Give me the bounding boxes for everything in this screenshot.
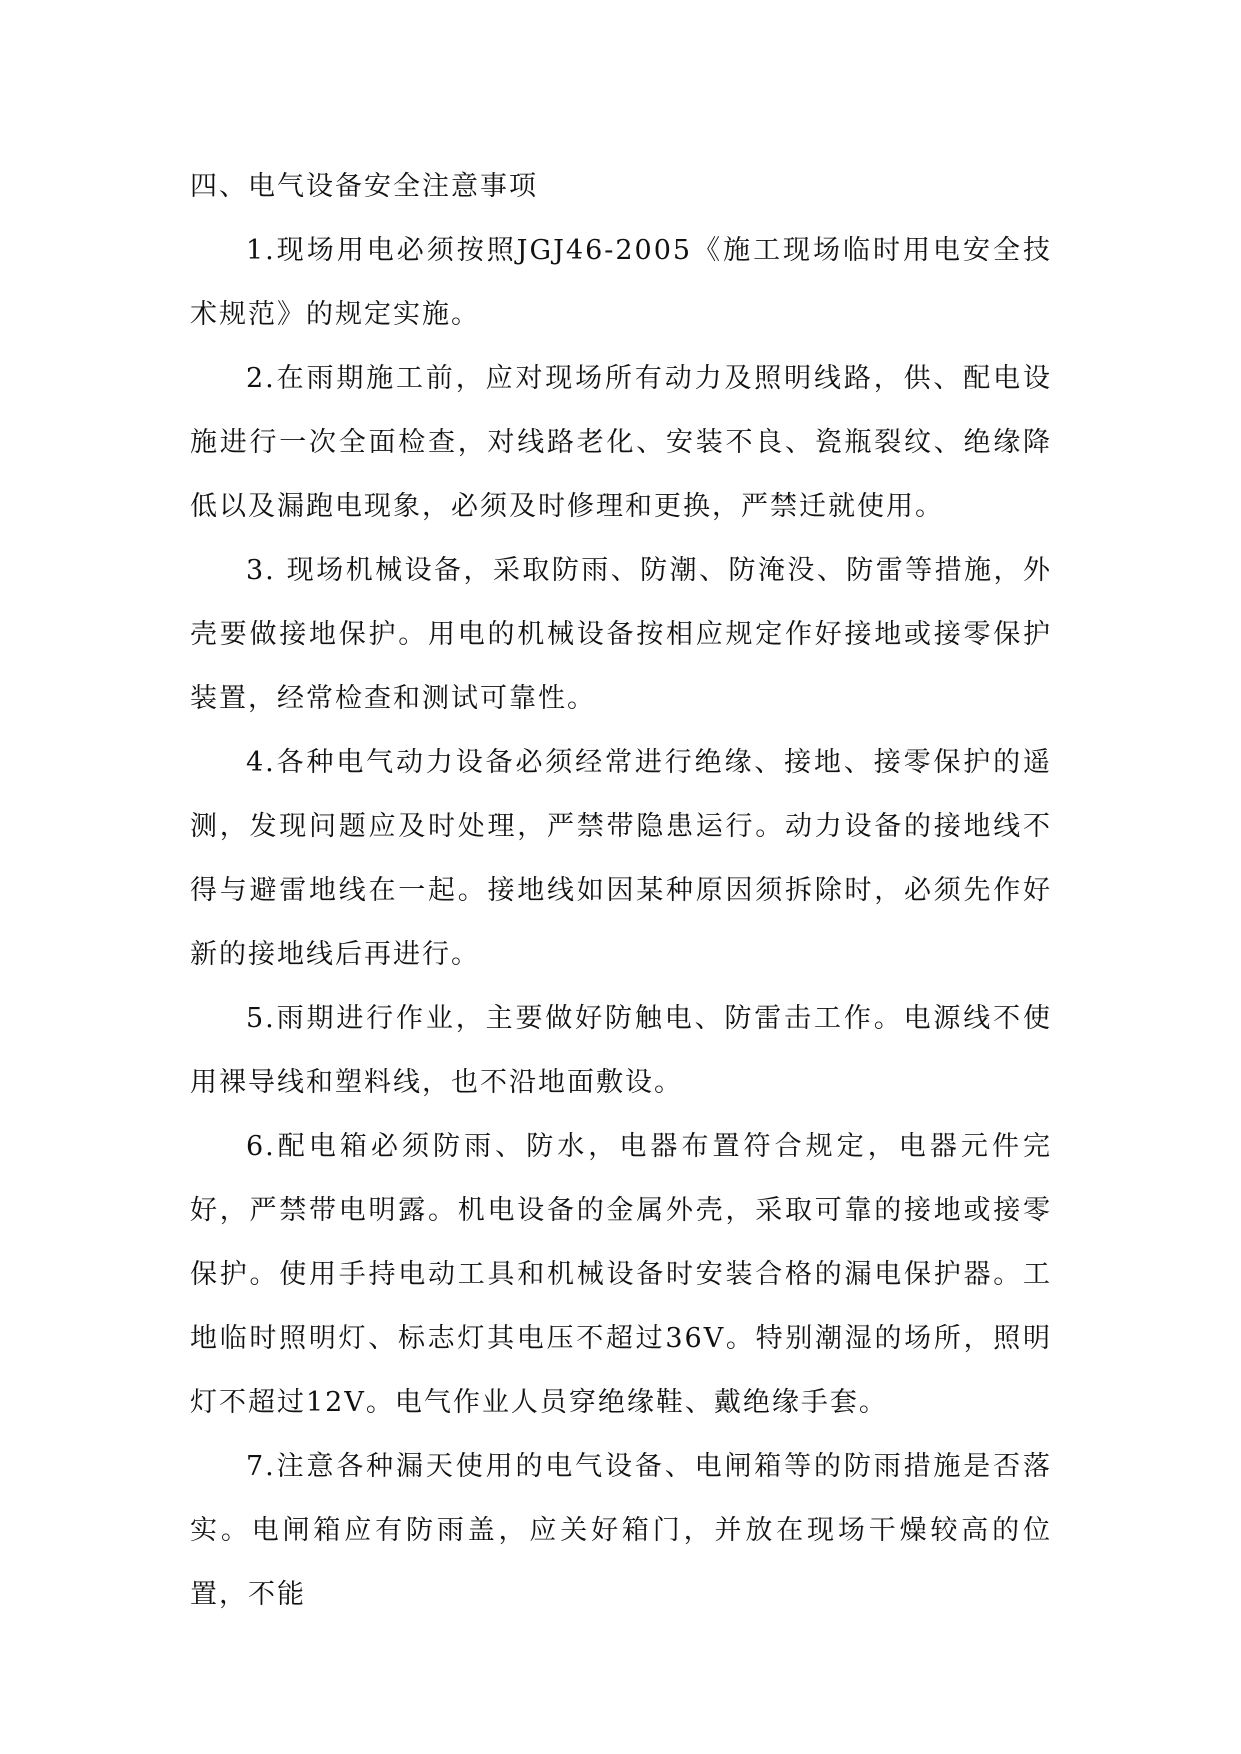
- paragraph-1: 1.现场用电必须按照JGJ46-2005《施工现场临时用电安全技术规范》的规定实施。: [190, 235, 1052, 330]
- paragraph-3: 3. 现场机械设备，采取防雨、防潮、防淹没、防雷等措施，外壳要做接地保护。用电的机械设备按相应规定作好接地或接零保护装置，经常检查和测试可靠性。: [190, 555, 1052, 714]
- paragraph-7: 7.注意各种漏天使用的电气设备、电闸箱等的防雨措施是否落实。电闸箱应有防雨盖，应关好箱门，并放在现场干燥较高的位置，不能: [190, 1451, 1052, 1610]
- document-body: [190, 155, 1052, 1627]
- section-heading: 四、电气设备安全注意事项: [190, 171, 538, 202]
- paragraph-2: 2.在雨期施工前，应对现场所有动力及照明线路，供、配电设施进行一次全面检查，对线路老化、安装不良、瓷瓶裂纹、绝缘降低以及漏跑电现象，必须及时修理和更换，严禁迁就使用。: [190, 363, 1052, 522]
- paragraph-5: 5.雨期进行作业，主要做好防触电、防雷击工作。电源线不使用裸导线和塑料线，也不沿地面敷设。: [190, 1003, 1052, 1098]
- paragraph-4: 4.各种电气动力设备必须经常进行绝缘、接地、接零保护的遥测，发现问题应及时处理，严禁带隐患运行。动力设备的接地线不得与避雷地线在一起。接地线如因某种原因须拆除时，必须先作好新的接地线后再进行。: [190, 747, 1052, 970]
- paragraph-6: 6.配电箱必须防雨、防水，电器布置符合规定，电器元件完好，严禁带电明露。机电设备的金属外壳，采取可靠的接地或接零保护。使用手持电动工具和机械设备时安装合格的漏电保护器。工地临时照明灯、标志灯其电压不超过36V。特别潮湿的场所，照明灯不超过12V。电气作业人员穿绝缘鞋、戴绝缘手套。: [190, 1131, 1052, 1418]
